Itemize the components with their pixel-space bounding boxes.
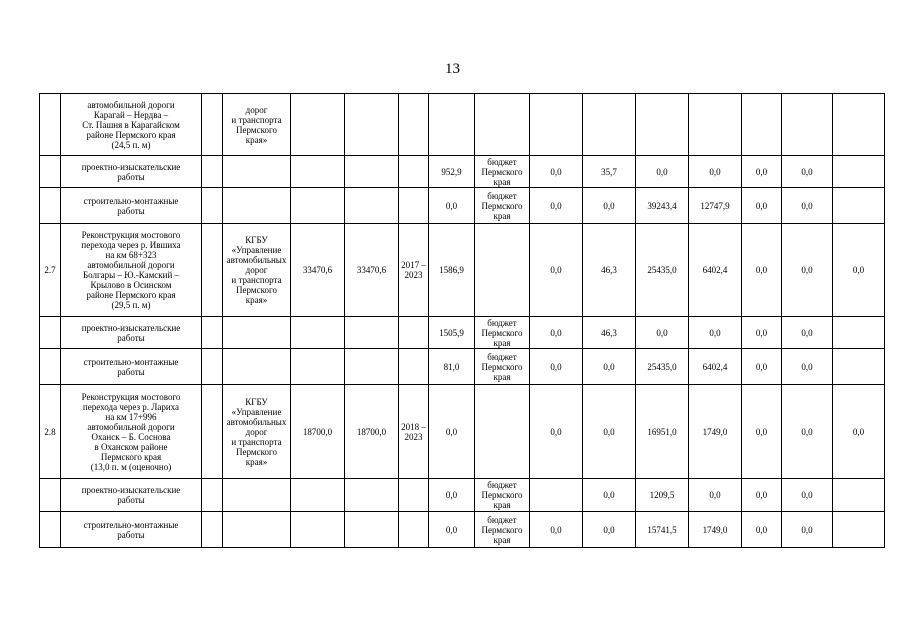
value-2023: 0,0 xyxy=(782,479,833,512)
value-2023: 0,0 xyxy=(782,224,833,317)
spacer-cell xyxy=(202,317,223,349)
table-row xyxy=(40,349,885,385)
cost-total: 18700,0 xyxy=(291,385,345,479)
value-2022: 0,0 xyxy=(742,512,782,548)
row-number: 2.8 xyxy=(40,385,61,479)
value-2019: 0,0 xyxy=(583,349,636,385)
funding-source: бюджет Пермского края xyxy=(475,479,530,512)
value-2017: 1586,9 xyxy=(429,224,475,317)
value-2020: 25435,0 xyxy=(636,349,689,385)
value-2021: 1749,0 xyxy=(689,385,742,479)
period xyxy=(399,94,429,156)
value-2018: 0,0 xyxy=(530,512,583,548)
value-2021: 0,0 xyxy=(689,317,742,349)
value-2017: 0,0 xyxy=(429,385,475,479)
value-2024 xyxy=(833,94,885,156)
value-2022: 0,0 xyxy=(742,479,782,512)
spacer-cell xyxy=(202,224,223,317)
executor: КГБУ «Управление автомобильных дорог и транспорта Пермского края» xyxy=(223,224,291,317)
work-name: строительно-монтажные работы xyxy=(61,349,202,385)
funding-source xyxy=(475,94,530,156)
value-2017: 1505,9 xyxy=(429,317,475,349)
cost-remaining xyxy=(345,512,399,548)
funding-source: бюджет Пермского края xyxy=(475,156,530,188)
cost-total xyxy=(291,479,345,512)
value-2020: 25435,0 xyxy=(636,224,689,317)
executor xyxy=(223,349,291,385)
value-2023: 0,0 xyxy=(782,317,833,349)
funding-source: бюджет Пермского края xyxy=(475,349,530,385)
period xyxy=(399,512,429,548)
value-2022: 0,0 xyxy=(742,188,782,224)
row-number xyxy=(40,188,61,224)
value-2021 xyxy=(689,94,742,156)
value-2019: 0,0 xyxy=(583,512,636,548)
cost-total xyxy=(291,156,345,188)
value-2022: 0,0 xyxy=(742,385,782,479)
table-row xyxy=(40,156,885,188)
funding-source xyxy=(475,224,530,317)
value-2024 xyxy=(833,317,885,349)
value-2019: 46,3 xyxy=(583,224,636,317)
value-2019: 0,0 xyxy=(583,385,636,479)
table-row xyxy=(40,188,885,224)
cost-remaining: 33470,6 xyxy=(345,224,399,317)
value-2024: 0,0 xyxy=(833,224,885,317)
value-2017: 952,9 xyxy=(429,156,475,188)
value-2020: 0,0 xyxy=(636,156,689,188)
cost-total xyxy=(291,317,345,349)
cost-total xyxy=(291,94,345,156)
work-name: строительно-монтажные работы xyxy=(61,512,202,548)
value-2017 xyxy=(429,94,475,156)
value-2017: 81,0 xyxy=(429,349,475,385)
value-2020: 1209,5 xyxy=(636,479,689,512)
value-2023: 0,0 xyxy=(782,385,833,479)
value-2017: 0,0 xyxy=(429,479,475,512)
value-2024 xyxy=(833,156,885,188)
cost-remaining xyxy=(345,94,399,156)
value-2023: 0,0 xyxy=(782,156,833,188)
value-2018 xyxy=(530,479,583,512)
cost-total: 33470,6 xyxy=(291,224,345,317)
value-2022 xyxy=(742,94,782,156)
value-2024: 0,0 xyxy=(833,385,885,479)
value-2019: 0,0 xyxy=(583,188,636,224)
funding-source xyxy=(475,385,530,479)
value-2018: 0,0 xyxy=(530,156,583,188)
value-2020 xyxy=(636,94,689,156)
funding-source: бюджет Пермского края xyxy=(475,317,530,349)
value-2023: 0,0 xyxy=(782,349,833,385)
row-number xyxy=(40,349,61,385)
value-2021: 0,0 xyxy=(689,479,742,512)
value-2023: 0,0 xyxy=(782,512,833,548)
table-row xyxy=(40,94,885,156)
cost-remaining xyxy=(345,188,399,224)
executor xyxy=(223,188,291,224)
spacer-cell xyxy=(202,385,223,479)
value-2024 xyxy=(833,512,885,548)
funding-source: бюджет Пермского края xyxy=(475,512,530,548)
value-2020: 0,0 xyxy=(636,317,689,349)
period xyxy=(399,156,429,188)
spacer-cell xyxy=(202,94,223,156)
executor xyxy=(223,479,291,512)
value-2022: 0,0 xyxy=(742,224,782,317)
cost-total xyxy=(291,188,345,224)
value-2022: 0,0 xyxy=(742,156,782,188)
value-2018 xyxy=(530,94,583,156)
work-name: Реконструкция мостового перехода через р. Лариха на км 17+996 автомобильной дороги Оханск – Б. Соснова в Оханском районе Пермского края (13,0 п. м (оценочно) xyxy=(61,385,202,479)
value-2024 xyxy=(833,479,885,512)
value-2018: 0,0 xyxy=(530,317,583,349)
cost-remaining xyxy=(345,479,399,512)
period xyxy=(399,188,429,224)
cost-remaining xyxy=(345,156,399,188)
value-2018: 0,0 xyxy=(530,188,583,224)
funding-source: бюджет Пермского края xyxy=(475,188,530,224)
spacer-cell xyxy=(202,156,223,188)
value-2023 xyxy=(782,94,833,156)
cost-total xyxy=(291,512,345,548)
period xyxy=(399,317,429,349)
work-name: строительно-монтажные работы xyxy=(61,188,202,224)
table-row xyxy=(40,317,885,349)
value-2024 xyxy=(833,349,885,385)
row-number xyxy=(40,94,61,156)
value-2021: 6402,4 xyxy=(689,349,742,385)
value-2021: 1749,0 xyxy=(689,512,742,548)
program-table xyxy=(39,93,885,548)
value-2023: 0,0 xyxy=(782,188,833,224)
value-2019: 0,0 xyxy=(583,479,636,512)
row-number xyxy=(40,156,61,188)
period: 2017 – 2023 xyxy=(399,224,429,317)
row-number xyxy=(40,317,61,349)
work-name: автомобильной дороги Карагай – Нердва – Ст. Пашня в Карагайском районе Пермского края (24,5 п. м) xyxy=(61,94,202,156)
value-2018: 0,0 xyxy=(530,385,583,479)
work-name: проектно-изыскательские работы xyxy=(61,479,202,512)
value-2022: 0,0 xyxy=(742,317,782,349)
row-number xyxy=(40,512,61,548)
value-2019 xyxy=(583,94,636,156)
spacer-cell xyxy=(202,188,223,224)
cost-total xyxy=(291,349,345,385)
value-2020: 16951,0 xyxy=(636,385,689,479)
value-2021: 6402,4 xyxy=(689,224,742,317)
executor: КГБУ «Управление автомобильных дорог и транспорта Пермского края» xyxy=(223,385,291,479)
period xyxy=(399,479,429,512)
cost-remaining: 18700,0 xyxy=(345,385,399,479)
spacer-cell xyxy=(202,479,223,512)
work-name: Реконструкция мостового перехода через р. Ившиха на км 68+323 автомобильной дороги Болгары – Ю.-Камский – Крылово в Осинском районе Пермского края (29,5 п. м) xyxy=(61,224,202,317)
value-2020: 39243,4 xyxy=(636,188,689,224)
table-row xyxy=(40,479,885,512)
cost-remaining xyxy=(345,349,399,385)
spacer-cell xyxy=(202,512,223,548)
period xyxy=(399,349,429,385)
value-2021: 12747,9 xyxy=(689,188,742,224)
executor xyxy=(223,156,291,188)
value-2018: 0,0 xyxy=(530,224,583,317)
value-2019: 46,3 xyxy=(583,317,636,349)
row-number: 2.7 xyxy=(40,224,61,317)
value-2017: 0,0 xyxy=(429,512,475,548)
table-row xyxy=(40,385,885,479)
row-number xyxy=(40,479,61,512)
work-name: проектно-изыскательские работы xyxy=(61,156,202,188)
page-number: 13 xyxy=(445,61,460,77)
period: 2018 – 2023 xyxy=(399,385,429,479)
value-2017: 0,0 xyxy=(429,188,475,224)
cost-remaining xyxy=(345,317,399,349)
executor xyxy=(223,317,291,349)
value-2021: 0,0 xyxy=(689,156,742,188)
executor: дорог и транспорта Пермского края» xyxy=(223,94,291,156)
value-2018: 0,0 xyxy=(530,349,583,385)
executor xyxy=(223,512,291,548)
value-2020: 15741,5 xyxy=(636,512,689,548)
table-row xyxy=(40,512,885,548)
work-name: проектно-изыскательские работы xyxy=(61,317,202,349)
value-2019: 35,7 xyxy=(583,156,636,188)
value-2022: 0,0 xyxy=(742,349,782,385)
table-row xyxy=(40,224,885,317)
value-2024 xyxy=(833,188,885,224)
spacer-cell xyxy=(202,349,223,385)
